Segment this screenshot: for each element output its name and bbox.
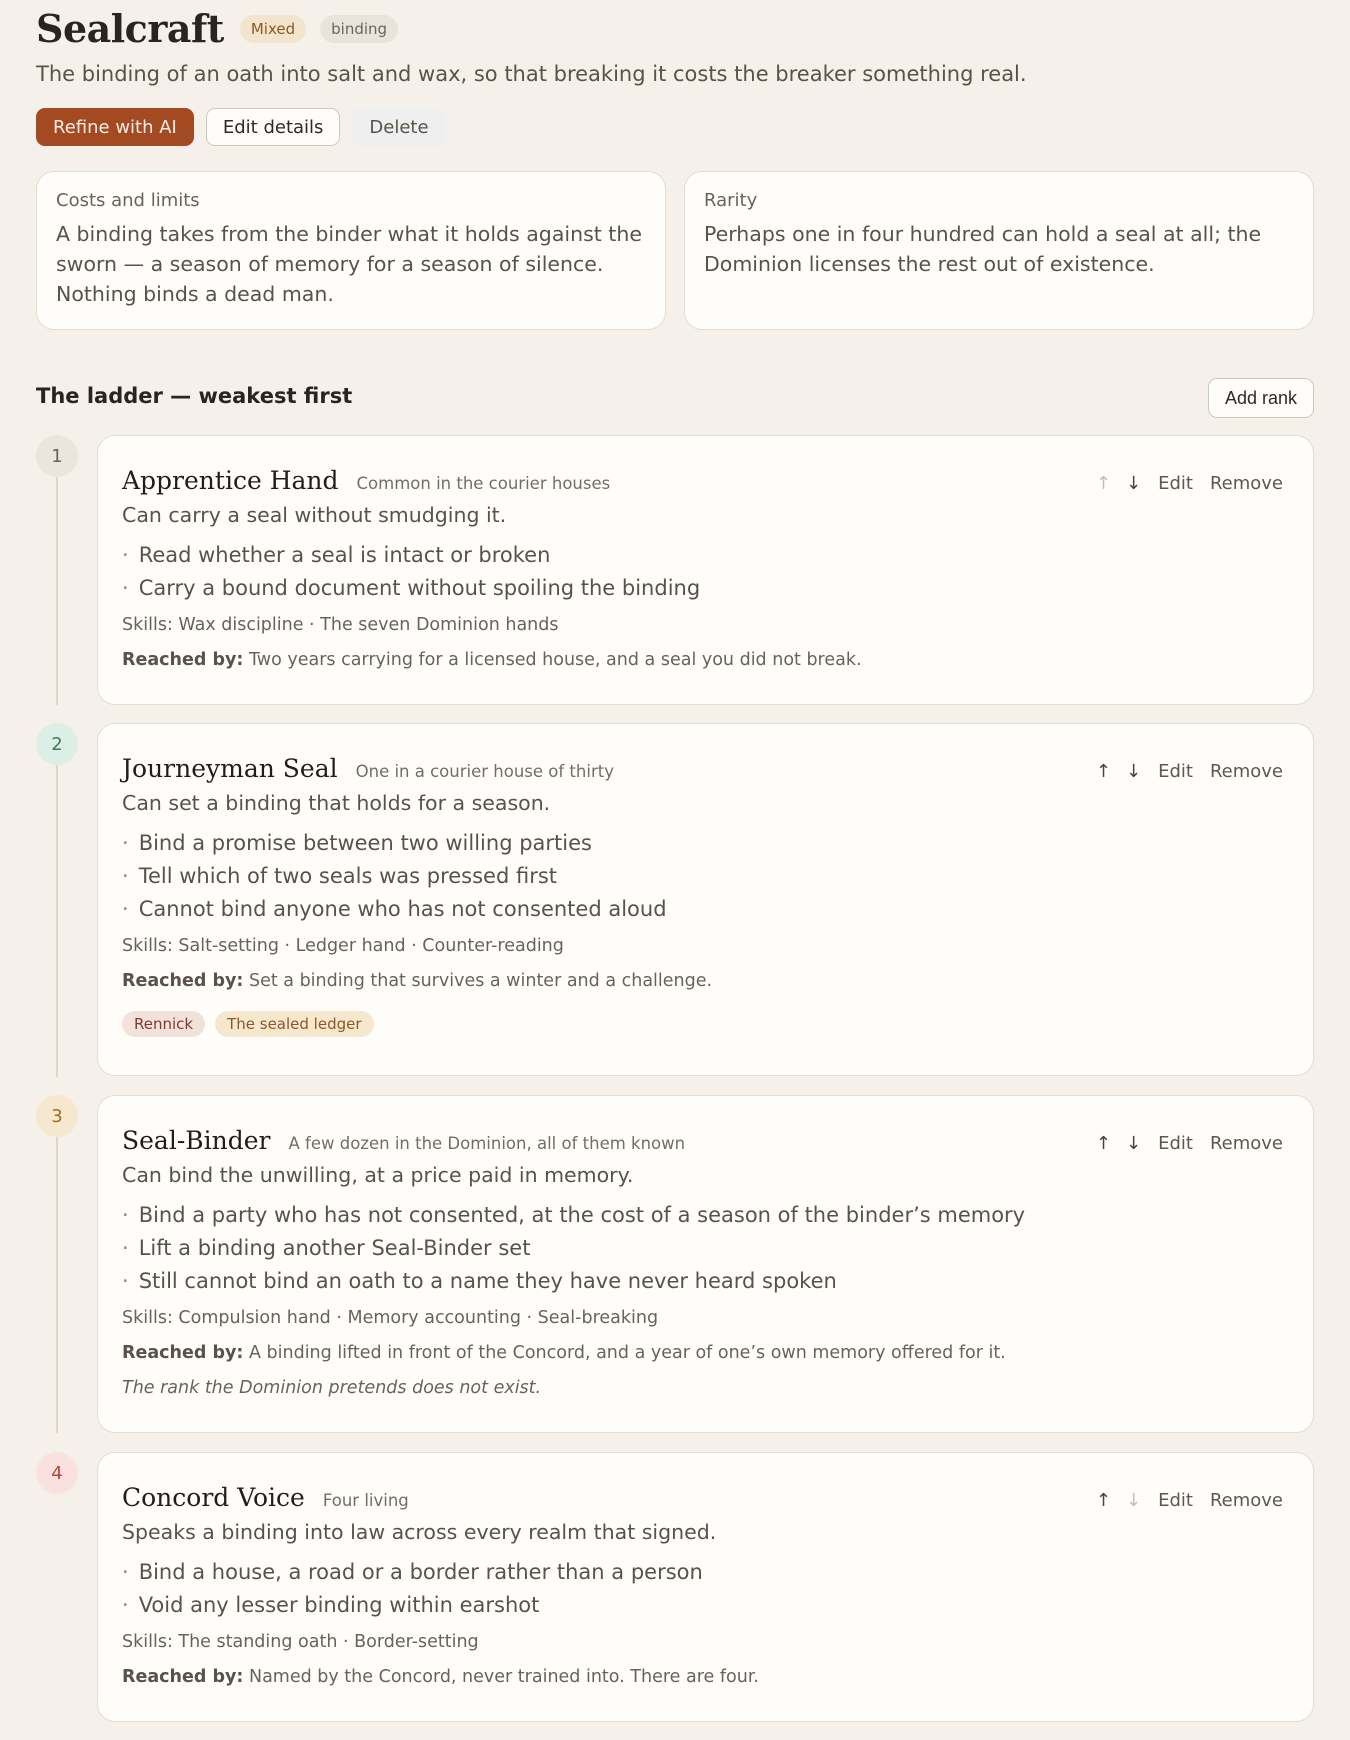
ability-item: · Tell which of two seals was pressed first [122, 860, 1283, 893]
rank-skills: Skills: Wax discipline · The seven Dominion hands [122, 615, 559, 635]
action-bar [36, 108, 446, 146]
rank-controls [1096, 466, 1283, 500]
delete-button[interactable]: Delete [352, 108, 445, 146]
ability-item: · Bind a promise between two willing parties [122, 827, 1283, 860]
rank-summary: Can carry a seal without smudging it. [122, 503, 507, 527]
reached-text: Set a binding that survives a winter and a challenge. [248, 971, 713, 991]
rank-rarity: One in a courier house of thirty [355, 762, 614, 781]
ladder-title: The ladder — weakest first [36, 384, 353, 408]
remove-rank-button[interactable]: Remove [1209, 760, 1283, 782]
rank-summary: Speaks a binding into law across every realm that signed. [122, 1520, 717, 1544]
reached-label: Reached by: [122, 971, 244, 991]
move-down-icon[interactable]: ↓ [1126, 472, 1142, 494]
reached-text: Two years carrying for a licensed house, and a seal you did not break. [248, 650, 862, 670]
tag-badge[interactable]: binding [320, 15, 398, 43]
ability-item: · Lift a binding another Seal-Binder set [122, 1232, 1283, 1265]
rank-reached [122, 1343, 1283, 1363]
rank-reached [122, 971, 1283, 991]
type-badge: Mixed [240, 15, 306, 43]
rank-summary: Can bind the unwilling, at a price paid in memory. [122, 1163, 634, 1187]
ability-item: · Cannot bind anyone who has not consented aloud [122, 893, 1283, 926]
item-chip[interactable]: The sealed ledger [215, 1011, 373, 1037]
edit-rank-button[interactable]: Edit [1158, 472, 1193, 494]
ability-list [122, 1556, 1283, 1622]
timeline-line [56, 1137, 58, 1433]
page-subtitle: The binding of an oath into salt and wax, so that breaking it costs the breaker something real. [36, 62, 1027, 86]
rank-number: 1 [36, 435, 78, 477]
rank-summary: Can set a binding that holds for a season. [122, 791, 551, 815]
rank-number: 2 [36, 723, 78, 765]
rank-number: 4 [36, 1452, 78, 1494]
remove-rank-button[interactable]: Remove [1209, 472, 1283, 494]
ability-item: · Read whether a seal is intact or broken [122, 539, 1283, 572]
rank-controls [1096, 754, 1283, 788]
ability-list [122, 827, 1283, 926]
rank-reached [122, 650, 1283, 670]
edit-rank-button[interactable]: Edit [1158, 1489, 1193, 1511]
rank-number: 3 [36, 1095, 78, 1137]
rank-rarity: Common in the courier houses [356, 474, 611, 493]
reached-text: Named by the Concord, never trained into. There are four. [248, 1667, 759, 1687]
rank-card [97, 723, 1314, 1076]
remove-rank-button[interactable]: Remove [1209, 1132, 1283, 1154]
costs-label: Costs and limits [56, 190, 200, 211]
costs-body: A binding takes from the binder what it holds against the sworn — a season of memory for a season of silence. Nothing binds a dead man. [56, 222, 642, 306]
move-down-icon[interactable]: ↓ [1126, 760, 1142, 782]
ability-item: · Bind a house, a road or a border rather than a person [122, 1556, 1283, 1589]
rank-skills: Skills: Salt-setting · Ledger hand · Counter-reading [122, 936, 564, 956]
move-down-icon[interactable]: ↓ [1126, 1132, 1142, 1154]
move-up-icon[interactable]: ↑ [1095, 1489, 1111, 1511]
rank-reached [122, 1667, 1283, 1687]
reached-label: Reached by: [122, 650, 244, 670]
timeline-line [56, 477, 58, 705]
reached-label: Reached by: [122, 1343, 244, 1363]
move-up-icon[interactable]: ↑ [1095, 760, 1111, 782]
rank-name: Journeyman Seal [122, 754, 338, 783]
move-up-icon: ↑ [1095, 472, 1111, 494]
rank-note: The rank the Dominion pretends does not exist. [122, 1378, 542, 1398]
timeline-line [56, 765, 58, 1077]
ability-item: · Carry a bound document without spoiling the binding [122, 572, 1283, 605]
rank-skills: Skills: The standing oath · Border-setting [122, 1632, 479, 1652]
edit-details-button[interactable]: Edit details [206, 108, 341, 146]
rank-card [97, 435, 1314, 705]
rank-skills: Skills: Compulsion hand · Memory accounting · Seal-breaking [122, 1308, 659, 1328]
rank-card [97, 1452, 1314, 1722]
move-down-icon: ↓ [1126, 1489, 1142, 1511]
rank-name: Concord Voice [122, 1483, 305, 1512]
ability-list [122, 1199, 1283, 1298]
character-chip[interactable]: Rennick [122, 1011, 205, 1037]
ability-list [122, 539, 1283, 605]
costs-card [36, 171, 666, 330]
reached-text: A binding lifted in front of the Concord, and a year of one’s own memory offered for it. [248, 1343, 1006, 1363]
ability-item: · Bind a party who has not consented, at the cost of a season of the binder’s memory [122, 1199, 1283, 1232]
rank-rarity: A few dozen in the Dominion, all of them known [288, 1134, 686, 1153]
ability-item: · Still cannot bind an oath to a name they have never heard spoken [122, 1265, 1283, 1298]
reached-label: Reached by: [122, 1667, 244, 1687]
rarity-card [684, 171, 1314, 330]
rank-rarity: Four living [322, 1491, 409, 1510]
rarity-body: Perhaps one in four hundred can hold a seal at all; the Dominion licenses the rest out of existence. [704, 222, 1262, 276]
refine-with-ai-button[interactable]: Refine with AI [36, 108, 194, 146]
rank-controls [1096, 1483, 1283, 1517]
rarity-label: Rarity [704, 190, 758, 211]
ability-item: · Void any lesser binding within earshot [122, 1589, 1283, 1622]
move-up-icon[interactable]: ↑ [1095, 1132, 1111, 1154]
rank-name: Seal-Binder [122, 1126, 271, 1155]
rank-name: Apprentice Hand [122, 466, 339, 495]
add-rank-button[interactable]: Add rank [1208, 378, 1314, 418]
linked-chips [122, 1011, 1283, 1037]
page-title: Sealcraft [36, 6, 224, 51]
edit-rank-button[interactable]: Edit [1158, 1132, 1193, 1154]
remove-rank-button[interactable]: Remove [1209, 1489, 1283, 1511]
rank-card [97, 1095, 1314, 1433]
rank-controls [1096, 1126, 1283, 1160]
edit-rank-button[interactable]: Edit [1158, 760, 1193, 782]
header [36, 6, 398, 51]
